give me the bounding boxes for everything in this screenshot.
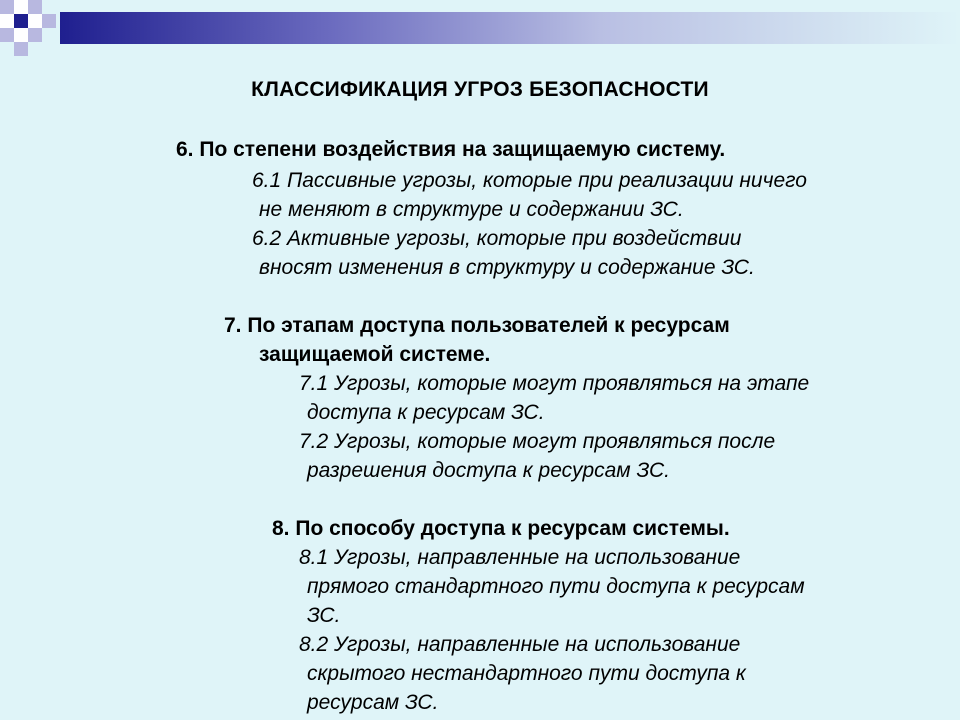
section-7-heading-line-1: 7. По этапам доступа пользователей к ресурсам: [224, 314, 730, 337]
item-6-2-line-1: 6.2 Активные угрозы, которые при воздействии: [252, 227, 742, 250]
item-6-2-line-2: вносят изменения в структуру и содержание ЗС.: [259, 256, 755, 279]
item-7-2-line-2: разрешения доступа к ресурсам ЗС.: [307, 459, 670, 482]
item-8-2-line-3: ресурсам ЗС.: [307, 691, 439, 714]
item-7-2-line-1: 7.2 Угрозы, которые могут проявляться после: [299, 430, 776, 453]
item-8-1-line-3: ЗС.: [307, 604, 341, 627]
item-6-1-line-1: 6.1 Пассивные угрозы, которые при реализации ничего: [252, 169, 807, 192]
section-8-heading: 8. По способу доступа к ресурсам системы.: [272, 517, 730, 540]
item-6-1-line-2: не меняют в структуре и содержании ЗС.: [259, 198, 684, 221]
item-7-1-line-2: доступа к ресурсам ЗС.: [307, 401, 545, 424]
slide-title: КЛАССИФИКАЦИЯ УГРОЗ БЕЗОПАСНОСТИ: [251, 78, 709, 101]
item-7-1-line-1: 7.1 Угрозы, которые могут проявляться на этапе: [299, 372, 810, 395]
item-8-2-line-1: 8.2 Угрозы, направленные на использование: [299, 633, 741, 656]
section-7-heading-line-2: защищаемой системе.: [259, 343, 491, 366]
section-6-heading: 6. По степени воздействия на защищаемую систему.: [176, 138, 726, 161]
item-8-1-line-1: 8.1 Угрозы, направленные на использование: [299, 546, 741, 569]
item-8-2-line-2: скрытого нестандартного пути доступа к: [307, 662, 746, 685]
item-8-1-line-2: прямого стандартного пути доступа к ресурсам: [307, 575, 805, 598]
decorative-header-gradient: [0, 0, 960, 60]
